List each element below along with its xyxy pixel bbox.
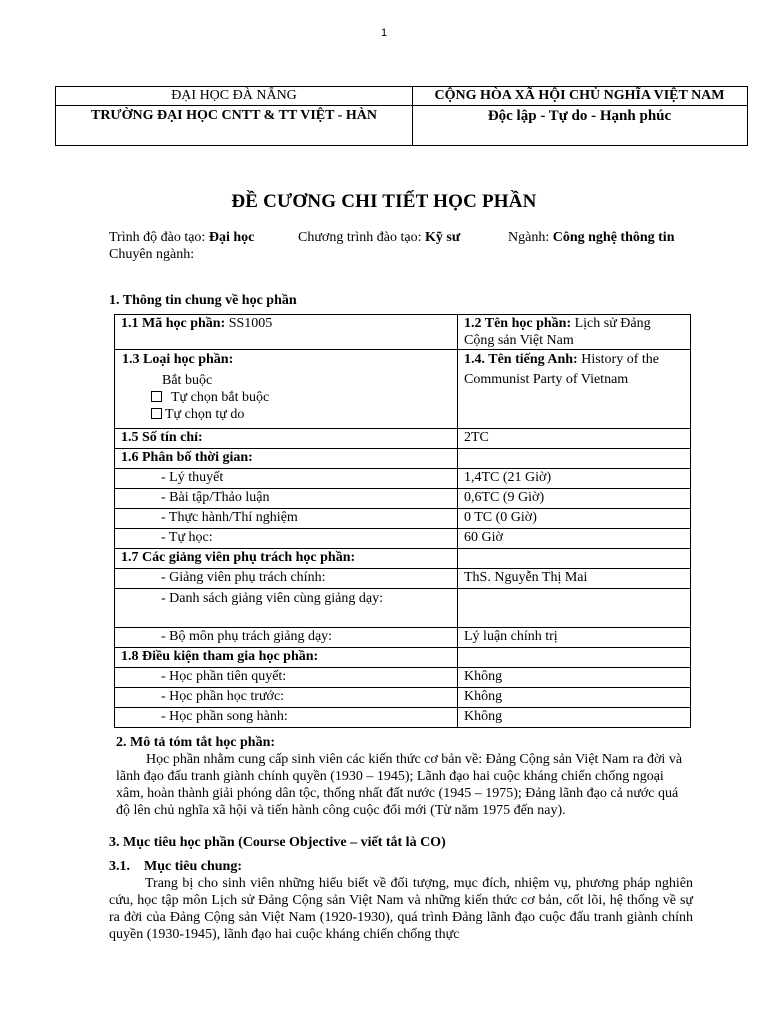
table-cell [458, 549, 691, 569]
header-table [55, 86, 748, 146]
page-title: ĐỀ CƯƠNG CHI TIẾT HỌC PHẦN [231, 191, 537, 212]
training-level [109, 229, 254, 246]
table-row [115, 350, 691, 429]
table-row [115, 489, 691, 509]
table-row [115, 688, 691, 708]
credits-value: 2TC [458, 429, 691, 449]
table-row [115, 668, 691, 688]
section1-heading: 1. Thông tin chung về học phần [109, 293, 297, 308]
lecturer-row-label: - Bộ môn phụ trách giảng dạy: [115, 628, 458, 648]
section2-paragraph: Học phần nhằm cung cấp sinh viên các kiến thức cơ bản về: Đảng Cộng sản Việt Nam ra đời và lãnh đạo đấu tranh giành chính quyền (1930 – 1945); Lãnh đạo hai cuộc kháng chiến chống ngoại xâm, hoàn thành giải phóng dân tộc, thống nhất đất nước (1945 – 1975); Đảng lãnh đạo cả nước quá độ lên chủ nghĩa xã hội và tiến hành công cuộc đổi mới (Từ năm 1975 đến nay). [116, 752, 683, 818]
section2-heading: 2. Mô tả tóm tắt học phần: [116, 735, 276, 750]
lecturer-row-value: Lý luận chính trị [458, 628, 691, 648]
condition-row-value: Không [458, 668, 691, 688]
code-value: SS1005 [225, 316, 273, 331]
code-label: 1.1 Mã học phần: [121, 316, 226, 331]
time-row-value: 1,4TC (21 Giờ) [458, 469, 691, 489]
table-cell [115, 315, 458, 350]
checkbox-icon [151, 391, 162, 402]
type-option [121, 372, 451, 389]
table-row [115, 648, 691, 668]
table-row [115, 589, 691, 628]
section31-heading: 3.1. Mục tiêu chung: [109, 859, 242, 874]
training-level-value: Đại học [208, 230, 255, 245]
lecturer-row-label: - Giảng viên phụ trách chính: [115, 569, 458, 589]
major-value: Công nghệ thông tin [552, 230, 675, 245]
type-label: 1.3 Loại học phần: [122, 352, 234, 367]
table-row [115, 429, 691, 449]
table-row [115, 628, 691, 648]
english-name-label: 1.4. Tên tiếng Anh: [464, 352, 578, 367]
type-option-label: Tự chọn tự do [165, 407, 245, 422]
type-option [121, 406, 451, 423]
course-name-value: Lịch sử Đảng Cộng sản Việt Nam [464, 316, 651, 348]
section3-heading: 3. Mục tiêu học phần (Course Objective – viết tắt là CO) [109, 835, 446, 850]
time-row-label: - Thực hành/Thí nghiệm [115, 509, 458, 529]
condition-row-label: - Học phần song hành: [115, 708, 458, 728]
condition-row-value: Không [458, 688, 691, 708]
university-name: ĐẠI HỌC ĐÀ NẴNG [56, 87, 412, 106]
school-name: TRƯỜNG ĐẠI HỌC CNTT & TT VIỆT - HÀN [90, 108, 377, 123]
table-row [115, 449, 691, 469]
time-row-label: - Lý thuyết [115, 469, 458, 489]
lecturer-row-label: - Danh sách giảng viên cùng giảng dạy: [115, 589, 458, 628]
table-row [115, 509, 691, 529]
table-cell [458, 315, 691, 350]
table-row [115, 529, 691, 549]
training-level-label: Trình độ đào tạo: [109, 230, 209, 245]
table-cell [458, 350, 691, 429]
table-row [115, 469, 691, 489]
table-row [115, 549, 691, 569]
table-row [115, 708, 691, 728]
time-row-label: - Tự học: [115, 529, 458, 549]
type-option-label: Tự chọn bắt buộc [171, 390, 270, 405]
table-row [115, 569, 691, 589]
section31-paragraph: Trang bị cho sinh viên những hiểu biết về đối tượng, mục đích, nhiệm vụ, phương pháp nghiên cứu, học tập môn Lịch sử Đảng Cộng sản Việt Nam và những kiến thức cơ bản, cốt lõi, hệ thống về sự ra đời của Đảng Cộng sản Việt Nam (1920-1930), quá trình Đảng lãnh đạo cuộc đấu tranh giành chính quyền (1930-1945), lãnh đạo hai cuộc kháng chiến chống thực [109, 876, 693, 942]
specialization-label: Chuyên ngành: [109, 247, 195, 262]
condition-row-value: Không [458, 708, 691, 728]
table-cell [115, 350, 458, 429]
condition-row-label: - Học phần tiên quyết: [115, 668, 458, 688]
type-option [121, 389, 451, 406]
page-number: 1 [380, 27, 388, 39]
time-row-value: 0 TC (0 Giờ) [458, 509, 691, 529]
lecturers-label: 1.7 Các giảng viên phụ trách học phần: [115, 549, 458, 569]
training-program-label: Chương trình đào tạo: [298, 230, 425, 245]
training-program [298, 229, 460, 246]
lecturer-row-value [458, 589, 691, 628]
conditions-label: 1.8 Điều kiện tham gia học phần: [115, 648, 458, 668]
english-name-value: History of the Communist Party of Vietnam [464, 352, 659, 387]
time-row-value: 0,6TC (9 Giờ) [458, 489, 691, 509]
checkbox-icon [151, 408, 162, 419]
time-row-label: - Bài tập/Thảo luận [115, 489, 458, 509]
time-label: 1.6 Phân bố thời gian: [115, 449, 458, 469]
table-cell [458, 449, 691, 469]
major [508, 229, 674, 246]
header-right [412, 87, 747, 145]
header-left [56, 87, 413, 145]
course-name-label: 1.2 Tên học phần: [464, 316, 572, 331]
major-label: Ngành: [508, 230, 553, 245]
credits-label: 1.5 Số tín chỉ: [115, 429, 458, 449]
table-cell [458, 648, 691, 668]
condition-row-label: - Học phần học trước: [115, 688, 458, 708]
national-motto: Độc lập - Tự do - Hạnh phúc [487, 108, 672, 124]
lecturer-row-value: ThS. Nguyễn Thị Mai [458, 569, 691, 589]
country-name: CỘNG HÒA XÃ HỘI CHỦ NGHĨA VIỆT NAM [412, 87, 747, 106]
training-program-value: Kỹ sư [424, 230, 461, 245]
time-row-value: 60 Giờ [458, 529, 691, 549]
table-row [115, 315, 691, 350]
course-info-table [114, 314, 691, 728]
type-option-label: Bắt buộc [162, 373, 213, 388]
